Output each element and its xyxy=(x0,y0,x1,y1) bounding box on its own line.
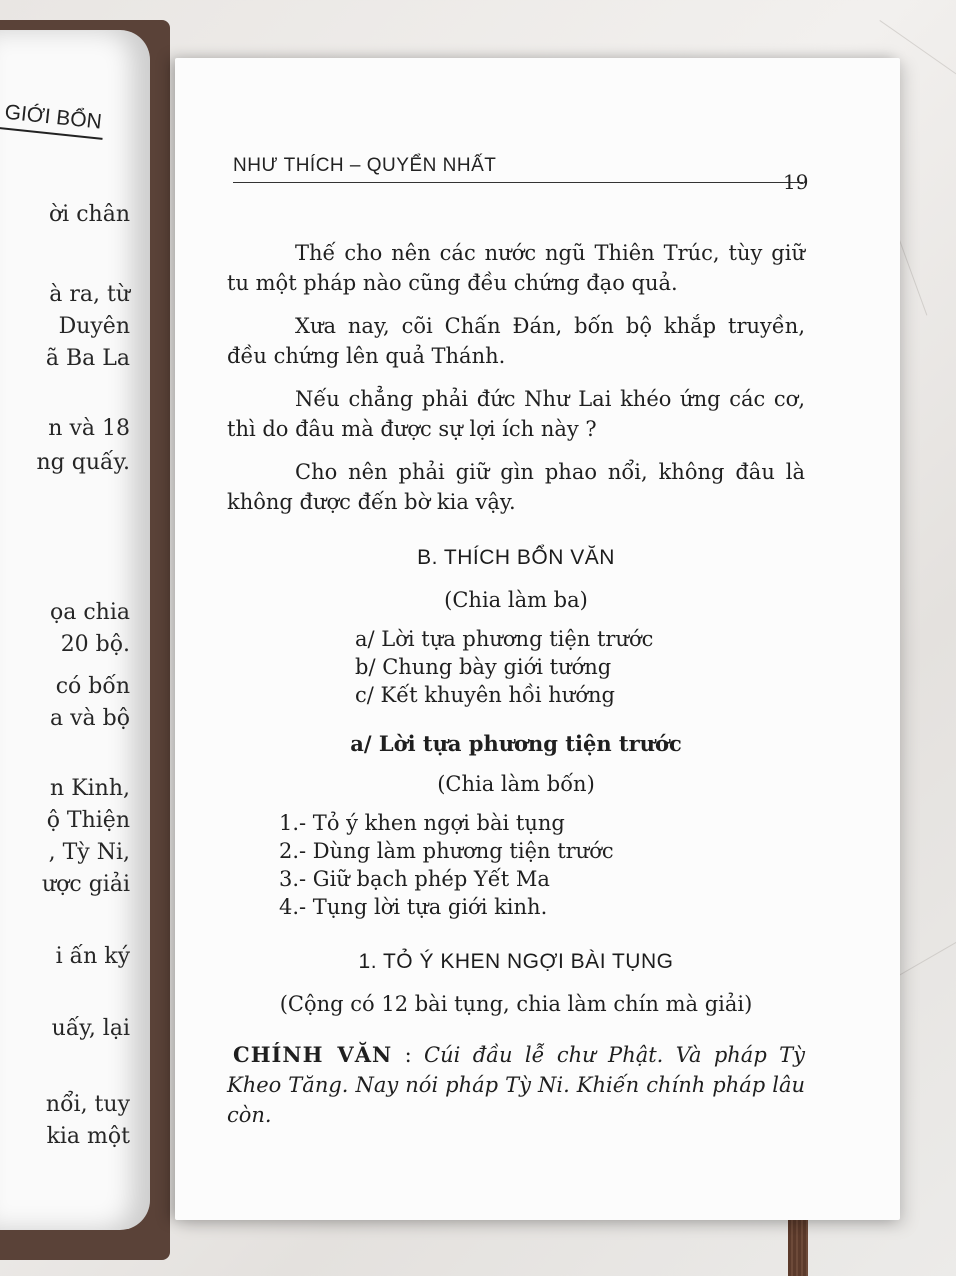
left-running-head: GIỚI BỔN xyxy=(0,100,105,140)
list-item: 1.- Tỏ ý khen ngợi bài tụng xyxy=(279,811,565,835)
main-text-label: CHÍNH VĂN xyxy=(233,1042,393,1067)
list-item: 2.- Dùng làm phương tiện trước xyxy=(279,839,614,863)
section-a-subtitle: (Chia làm bốn) xyxy=(437,772,595,796)
paragraph: Nếu chẳng phải đức Như Lai khéo ứng các cơ, thì do đâu mà được sự lợi ích này ? xyxy=(227,387,805,441)
left-line: nổi, tuy xyxy=(45,1092,130,1117)
right-page xyxy=(175,58,900,1220)
left-line: i ấn ký xyxy=(55,944,130,969)
left-line: có bốn xyxy=(55,674,130,699)
list-item: b/ Chung bày giới tướng xyxy=(355,655,612,679)
left-line: 20 bộ. xyxy=(60,632,130,657)
section-1-note: (Cộng có 12 bài tụng, chia làm chín mà giải) xyxy=(279,992,753,1016)
left-line: ng quấy. xyxy=(36,450,130,475)
section-b-list xyxy=(355,625,805,709)
main-text-separator: : xyxy=(392,1043,425,1067)
left-page xyxy=(0,30,150,1230)
section-b-subtitle: (Chia làm ba) xyxy=(444,588,588,612)
marble-vein xyxy=(899,240,927,316)
left-line: , Tỳ Ni, xyxy=(48,840,130,865)
main-text-paragraph xyxy=(227,1040,805,1130)
paragraph: Thế cho nên các nước ngũ Thiên Trúc, tùy giữ tu một pháp nào cũng đều chứng đạo quả. xyxy=(227,241,805,295)
page-number: 19 xyxy=(783,170,809,194)
left-line: kia một xyxy=(46,1124,130,1149)
section-heading-1: 1. TỎ Ý KHEN NGỢI BÀI TỤNG xyxy=(358,950,674,973)
section-a-list xyxy=(279,809,805,921)
left-line: n Kinh, xyxy=(50,776,130,801)
left-line: uấy, lại xyxy=(51,1016,130,1041)
running-head: NHƯ THÍCH – QUYỂN NHẤT xyxy=(233,155,803,183)
left-line: ã Ba La xyxy=(45,346,130,371)
ribbon-bookmark xyxy=(788,1212,808,1276)
list-item: c/ Kết khuyên hồi hướng xyxy=(355,683,615,707)
left-line: Duyên xyxy=(58,314,130,339)
left-line: a và bộ xyxy=(50,706,130,731)
main-text-body: Cúi đầu lễ chư Phật. Và pháp Tỳ Kheo Tăng. Nay nói pháp Tỳ Ni. Khiến chính pháp lâu còn. xyxy=(227,1043,805,1127)
subsection-heading-a: a/ Lời tựa phương tiện trước xyxy=(350,731,682,756)
left-line: ời chân xyxy=(48,202,130,227)
page-body xyxy=(227,238,805,1151)
left-line: n và 18 xyxy=(48,416,130,441)
left-line: à ra, từ xyxy=(49,282,130,307)
paragraph: Xưa nay, cõi Chấn Đán, bốn bộ khắp truyền, đều chứng lên quả Thánh. xyxy=(227,314,805,368)
paragraph: Cho nên phải giữ gìn phao nổi, không đâu là không được đến bờ kia vậy. xyxy=(227,460,805,514)
left-line: ộ Thiện xyxy=(46,808,130,833)
list-item: 3.- Giữ bạch phép Yết Ma xyxy=(279,867,550,891)
left-line: ọa chia xyxy=(50,600,130,625)
list-item: a/ Lời tựa phương tiện trước xyxy=(355,627,654,651)
left-line: ược giải xyxy=(42,872,130,897)
section-heading-b: B. THÍCH BỔN VĂN xyxy=(417,546,615,569)
list-item: 4.- Tụng lời tựa giới kinh. xyxy=(279,895,548,919)
